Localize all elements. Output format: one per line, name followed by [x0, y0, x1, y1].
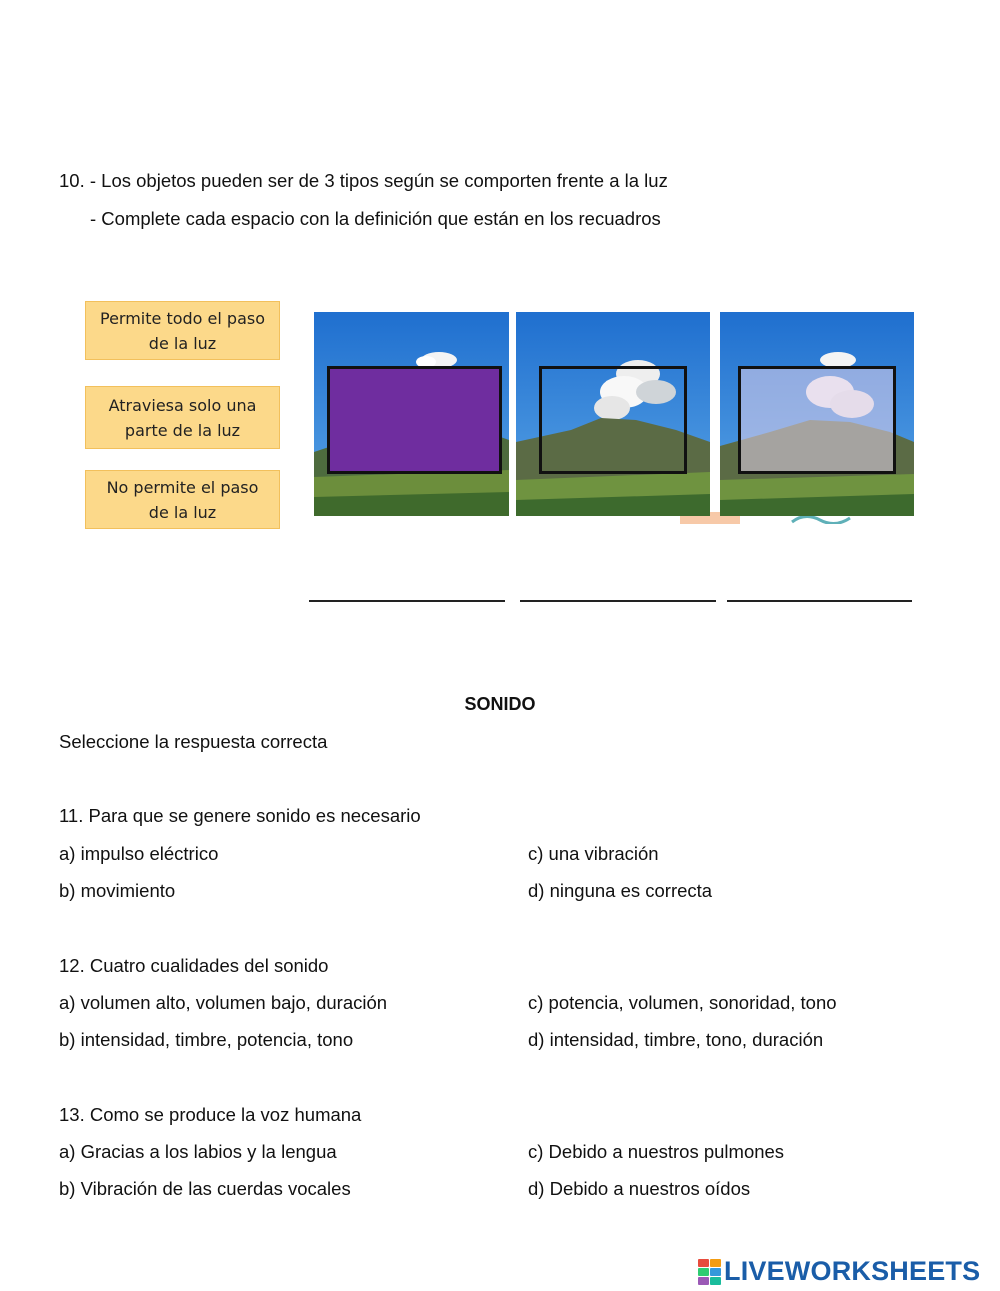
definition-text: Permite todo el paso — [99, 308, 265, 328]
option-12-d[interactable]: d) intensidad, timbre, tono, duración — [528, 1029, 824, 1050]
logo-text: LIVEWORKSHEETS — [724, 1256, 981, 1286]
option-13-b[interactable]: b) Vibración de las cuerdas vocales — [59, 1178, 351, 1199]
instruction-text: Seleccione la respuesta correcta — [59, 731, 328, 752]
answer-drop-line-3[interactable] — [727, 600, 912, 602]
logo-blocks-icon — [698, 1259, 721, 1285]
option-11-c[interactable]: c) una vibración — [528, 843, 659, 864]
definition-text: parte de la luz — [124, 420, 241, 440]
question-13: 13. Como se produce la voz humana — [59, 1104, 362, 1125]
option-13-c[interactable]: c) Debido a nuestros pulmones — [528, 1141, 785, 1162]
definition-text: de la luz — [148, 333, 217, 353]
transparent-overlay-box — [539, 366, 687, 474]
option-11-d[interactable]: d) ninguna es correcta — [528, 880, 713, 901]
definition-text: de la luz — [148, 502, 217, 522]
definition-text: No permite el paso — [106, 477, 259, 497]
question-12: 12. Cuatro cualidades del sonido — [59, 955, 329, 976]
option-11-a[interactable]: a) impulso eléctrico — [59, 843, 219, 864]
option-12-a[interactable]: a) volumen alto, volumen bajo, duración — [59, 992, 388, 1013]
definition-box-transparent[interactable] — [85, 301, 280, 360]
definition-box-opaque[interactable] — [85, 470, 280, 529]
answer-drop-line-2[interactable] — [520, 600, 716, 602]
opaque-overlay-box — [327, 366, 502, 474]
translucent-overlay-box — [738, 366, 896, 474]
section-title: SONIDO — [464, 694, 536, 714]
option-12-c[interactable]: c) potencia, volumen, sonoridad, tono — [528, 992, 837, 1013]
option-11-b[interactable]: b) movimiento — [59, 880, 176, 901]
question-10-line1: 10. - Los objetos pueden ser de 3 tipos según se comporten frente a la luz — [59, 170, 668, 191]
answer-drop-line-1[interactable] — [309, 600, 505, 602]
liveworksheets-logo — [698, 1256, 980, 1287]
definition-box-translucent[interactable] — [85, 386, 280, 449]
option-12-b[interactable]: b) intensidad, timbre, potencia, tono — [59, 1029, 354, 1050]
question-10-line2: - Complete cada espacio con la definición que están en los recuadros — [90, 208, 661, 229]
option-13-a[interactable]: a) Gracias a los labios y la lengua — [59, 1141, 337, 1162]
definition-text: Atraviesa solo una — [108, 395, 257, 415]
question-11: 11. Para que se genere sonido es necesario — [59, 805, 421, 826]
option-13-d[interactable]: d) Debido a nuestros oídos — [528, 1178, 751, 1199]
